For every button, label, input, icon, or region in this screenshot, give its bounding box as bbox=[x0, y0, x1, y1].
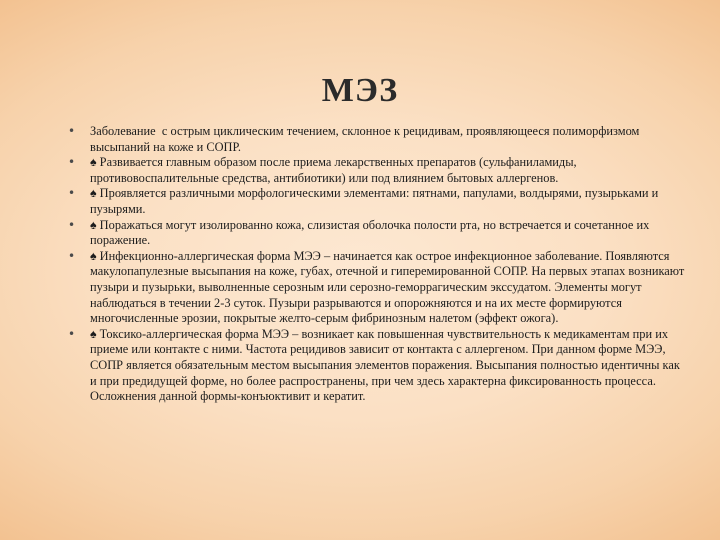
list-item-text: ♠ Токсико-аллергическая форма МЭЭ – возникает как повышенная чувствительность к медикаментам при их приеме или контакте с ними. Частота рецидивов зависит от контакта с аллергеном. При данном форме МЭЭ, СОПР является обязательным местом высыпания элементов поражения. Высыпания полностью идентичны как и при предидущей форме, но более распространены, при чем здесь характерна фиксированность процесса. Осложнения данной формы-конъюктивит и кератит. bbox=[90, 326, 683, 404]
list-item-text: ♠ Поражаться могут изолированно кожа, слизистая оболочка полости рта, но встречается и сочетанное их поражение. bbox=[90, 217, 653, 248]
bullet-marker-icon: • bbox=[68, 248, 76, 263]
list-item bbox=[36, 186, 686, 217]
bullet-marker-icon: • bbox=[68, 124, 76, 138]
bullet-list bbox=[36, 124, 686, 405]
list-item bbox=[36, 155, 686, 186]
bullet-marker-icon: • bbox=[68, 186, 76, 201]
list-item bbox=[36, 249, 686, 327]
slide-body bbox=[36, 124, 686, 405]
list-item-text: ♠ Инфекционно-аллергическая форма МЭЭ – начинается как острое инфекционное заболевание. Появляются макулопапулезные высыпания на коже, губах, отечной и гиперемированной СОПР. На первых этапах возникают пузыри и пузырьки, выволненные серозным или серозно-геморрагическим экссудатом. Элементы могут наблюдаться в течении 2-3 суток. Пузыри разрываются и опорожняются и на их месте формируются многочисленные эрозии, покрытые желто-серым фибринозным налетом (эффект ожога). bbox=[90, 248, 688, 326]
list-item bbox=[36, 327, 686, 405]
list-item-text: ♠ Развивается главным образом после приема лекарственных препаратов (сульфаниламиды, противовоспалительные средства, антибиотики) или под влиянием бытовых аллергенов. bbox=[90, 155, 580, 185]
list-item bbox=[36, 218, 686, 249]
bullet-marker-icon: • bbox=[68, 217, 76, 232]
list-item bbox=[36, 124, 686, 155]
list-item-text: Заболевание с острым циклическим течением, склонное к рецидивам, проявляющееся полиморфизмом высыпаний на коже и СОПР. bbox=[90, 124, 643, 154]
bullet-marker-icon: • bbox=[68, 326, 76, 341]
list-item-text: ♠ Проявляется различными морфологическими элементами: пятнами, папулами, волдырями, пузырьками и пузырями. bbox=[90, 186, 662, 216]
bullet-marker-icon: • bbox=[68, 155, 76, 170]
page-title: МЭЗ bbox=[321, 72, 399, 109]
